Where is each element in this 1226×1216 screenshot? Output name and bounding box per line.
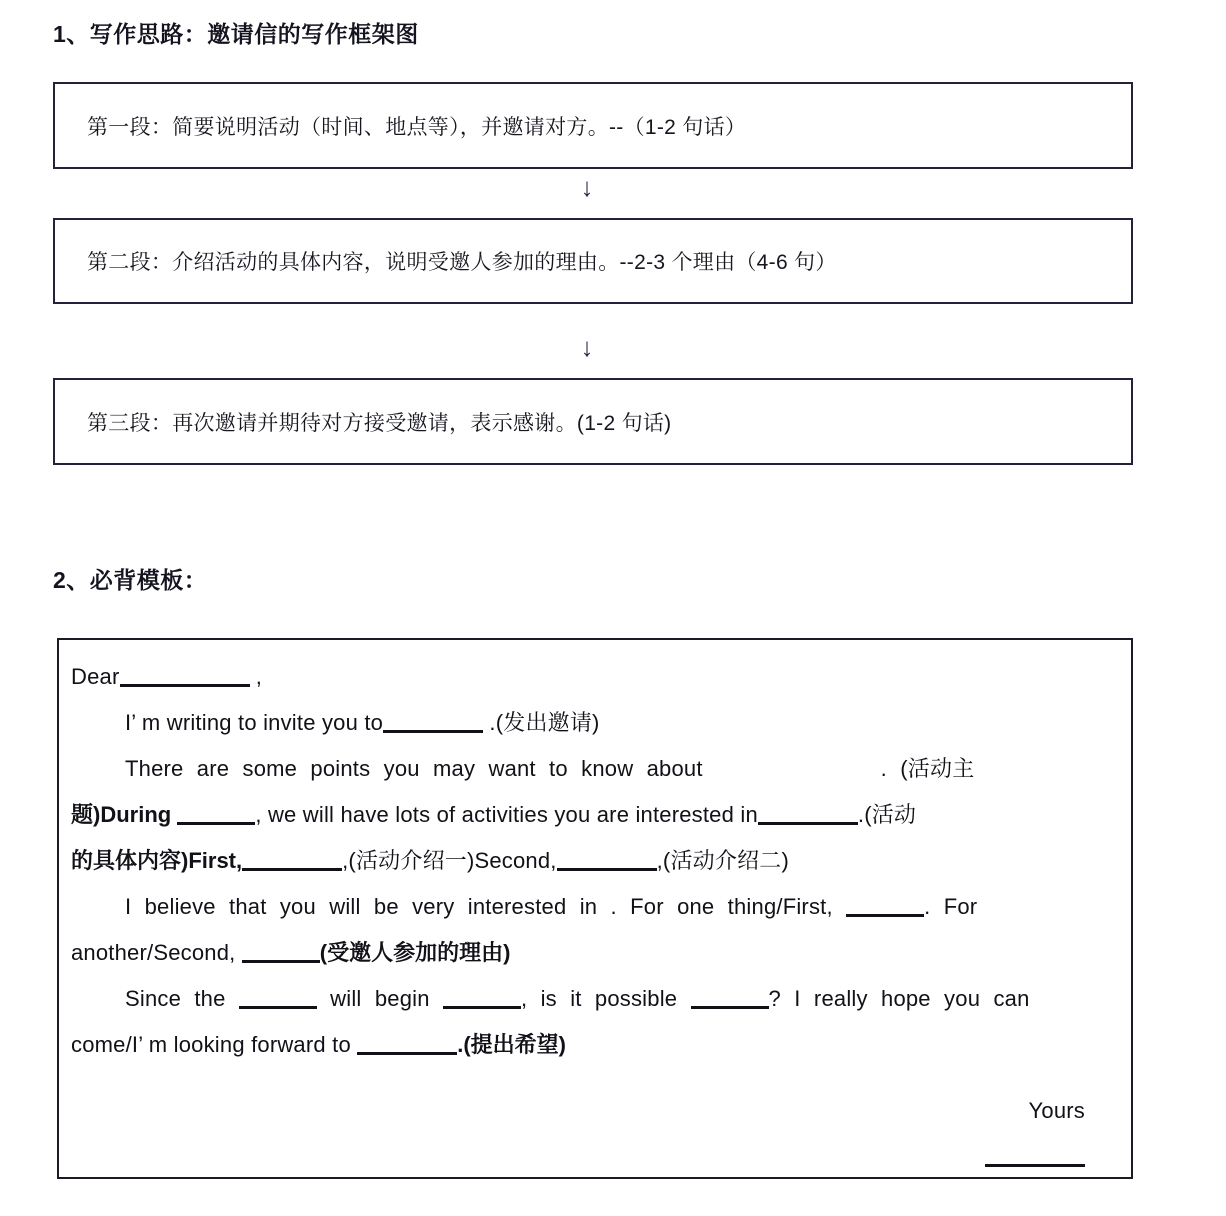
salutation-blank xyxy=(120,684,250,687)
template-line-salutation xyxy=(71,654,1113,700)
closing-text: Yours xyxy=(1028,1098,1085,1123)
invite-text: I’ m writing to invite you to xyxy=(125,710,384,735)
first-second-post: ,(活动介绍二) xyxy=(656,848,789,873)
invite-blank xyxy=(383,730,483,733)
template-line-signature xyxy=(71,1134,1113,1180)
during-mid: , we will have lots of activities you are interested in xyxy=(255,802,758,827)
closing-spacer xyxy=(71,1068,1113,1088)
invite-post: .(发出邀请) xyxy=(483,710,600,735)
template-line-during xyxy=(71,792,1113,838)
points-tail: . (活动主 xyxy=(880,756,975,781)
another-post: (受邀人参加的理由) xyxy=(319,940,511,965)
salutation-post: , xyxy=(249,664,263,689)
arrow-down-icon-1: ↓ xyxy=(580,172,594,202)
flow-box-paragraph-3-text: 第三段：再次邀请并期待对方接受邀请，表示感谢。(1-2 句话) xyxy=(87,411,672,435)
signature-blank xyxy=(985,1164,1085,1167)
flow-box-paragraph-1-text: 第一段：简要说明活动（时间、地点等），并邀请对方。--（1-2 句话） xyxy=(87,115,747,139)
template-line-another xyxy=(71,930,1113,976)
template-letter-box xyxy=(57,638,1133,1179)
points-text: There are some points you may want to know about xyxy=(125,756,703,781)
since-mid-2: , is it possible xyxy=(520,986,691,1011)
believe-text: I believe that you will be very interested in . For one thing/First, xyxy=(125,894,847,919)
since-mid: will begin xyxy=(316,986,443,1011)
flow-box-paragraph-2 xyxy=(53,218,1133,304)
template-line-first-second xyxy=(71,838,1113,884)
template-line-invite xyxy=(71,700,1113,746)
believe-blank xyxy=(846,914,924,917)
during-post: .(活动 xyxy=(857,802,917,827)
second-blank xyxy=(557,868,657,871)
since-pre: Since the xyxy=(125,986,239,1011)
come-blank xyxy=(357,1052,457,1055)
arrow-down-icon-2: ↓ xyxy=(580,332,594,362)
during-blank-2 xyxy=(758,822,858,825)
section-heading-writing-approach: 1、写作思路：邀请信的写作框架图 xyxy=(53,21,419,47)
template-line-come xyxy=(71,1022,1113,1068)
section-heading-must-memorize-template: 2、必背模板： xyxy=(53,567,208,593)
first-second-pre: 的具体内容)First, xyxy=(71,848,243,873)
since-blank-1 xyxy=(239,1006,317,1009)
first-blank xyxy=(242,868,342,871)
during-pre: 题)During xyxy=(71,802,178,827)
template-line-closing xyxy=(71,1088,1113,1134)
flow-box-paragraph-1 xyxy=(53,82,1133,169)
another-blank xyxy=(242,960,320,963)
come-pre: come/I’ m looking forward to xyxy=(71,1032,358,1057)
template-line-since xyxy=(71,976,1113,1022)
another-text: another/Second, xyxy=(71,940,242,965)
since-blank-2 xyxy=(443,1006,521,1009)
since-post: ? I really hope you can xyxy=(768,986,1030,1011)
come-post: .(提出希望) xyxy=(457,1032,566,1057)
salutation-label: Dear xyxy=(71,664,120,689)
template-line-points xyxy=(71,746,1113,792)
during-blank-1 xyxy=(177,822,255,825)
since-blank-3 xyxy=(691,1006,769,1009)
flow-box-paragraph-3 xyxy=(53,378,1133,465)
believe-post: . For xyxy=(924,894,978,919)
template-line-believe xyxy=(71,884,1113,930)
flow-box-paragraph-2-text: 第二段：介绍活动的具体内容，说明受邀人参加的理由。--2-3 个理由（4-6 句） xyxy=(87,251,837,274)
first-second-mid: ,(活动介绍一)Second, xyxy=(342,848,557,873)
